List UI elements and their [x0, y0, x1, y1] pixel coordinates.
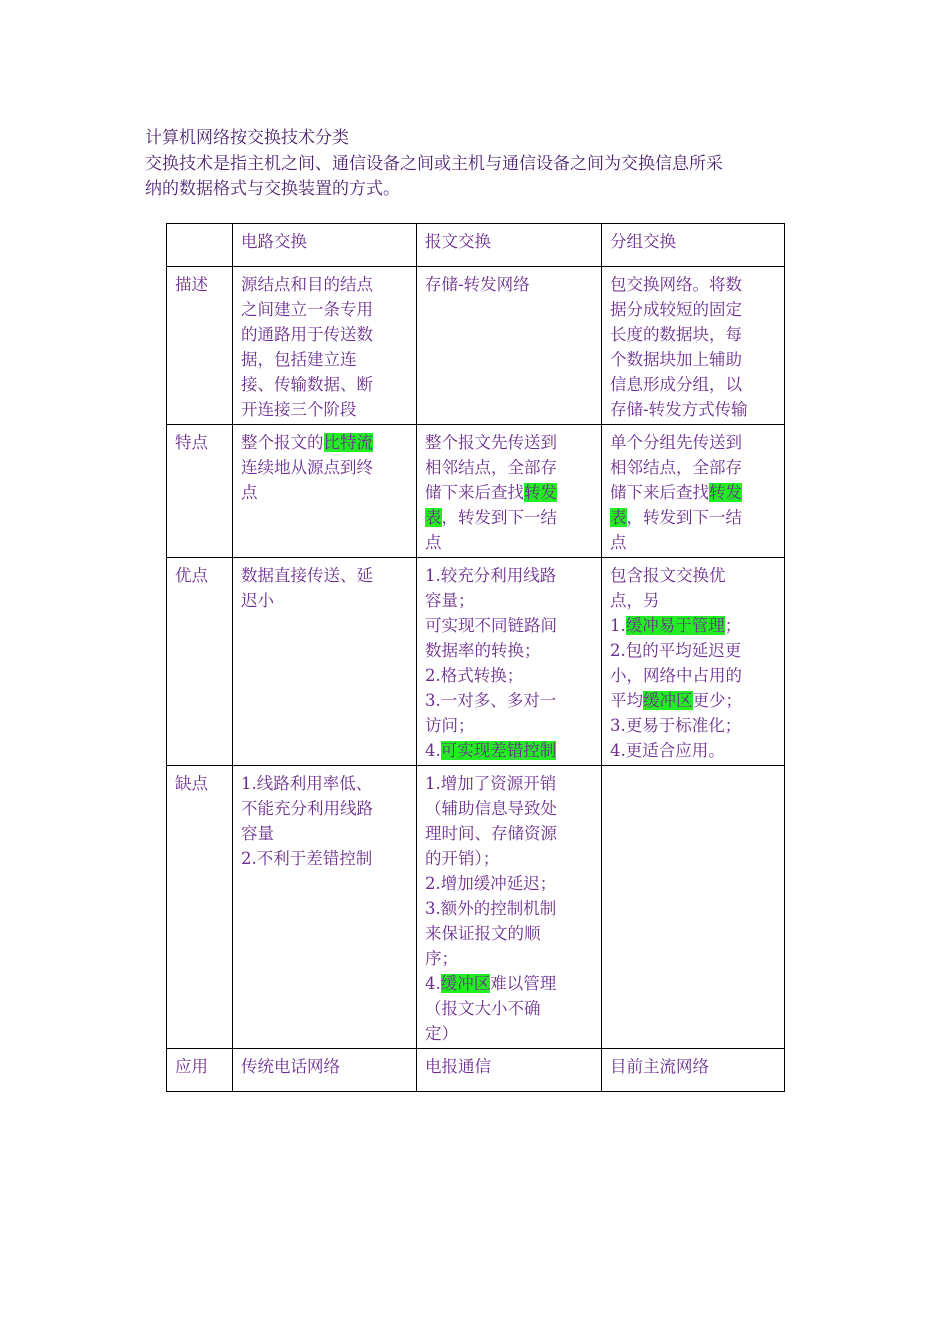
cell-text: 开连接三个阶段	[241, 400, 357, 419]
table-cell	[602, 425, 785, 558]
cell-line	[425, 771, 595, 796]
cell-text: （报文大小不确	[425, 999, 541, 1018]
cell-text: 3.一对多、多对一	[425, 691, 557, 710]
cell-line	[425, 871, 595, 896]
cell-line	[610, 505, 778, 530]
cell-text: 来保证报文的顺	[425, 924, 541, 943]
cell-text: 4.	[425, 741, 441, 760]
cell-text: 理时间、存储资源	[425, 824, 557, 843]
cell-line	[241, 563, 410, 588]
highlighted-text: 比特流	[323, 433, 373, 452]
cell-line	[610, 430, 778, 455]
cell-text: 整个报文先传送到	[425, 433, 557, 452]
intro-paragraph	[145, 152, 810, 202]
cell-line	[425, 1021, 595, 1046]
cell-line	[241, 322, 410, 347]
cell-text: 接、传输数据、断	[241, 375, 373, 394]
table-row	[167, 558, 785, 766]
cell-line	[610, 322, 778, 347]
cell-text: 4.更适合应用。	[610, 741, 725, 760]
cell-line	[610, 1054, 778, 1079]
cell-text: 单个分组先传送到	[610, 433, 742, 452]
cell-line	[241, 588, 410, 613]
cell-line	[610, 480, 778, 505]
cell-line	[425, 1054, 595, 1079]
cell-text: ；	[724, 616, 742, 635]
cell-line	[425, 563, 595, 588]
cell-line	[425, 663, 595, 688]
cell-line	[241, 347, 410, 372]
cell-text: 的开销）；	[425, 849, 500, 868]
cell-line	[425, 588, 595, 613]
cell-text: 容量；	[425, 591, 475, 610]
cell-text: 2.格式转换；	[425, 666, 524, 685]
cell-line	[610, 688, 778, 713]
highlighted-text: 缓冲易于管理	[625, 616, 725, 635]
header-cell	[602, 224, 785, 267]
header-cell	[417, 224, 602, 267]
highlighted-text: 表	[610, 508, 627, 527]
cell-text: 容量	[241, 824, 274, 843]
row-label-cell	[167, 425, 233, 558]
cell-text: 点	[241, 483, 258, 502]
cell-text: 3.更易于标准化；	[610, 716, 742, 735]
row-label-cell	[167, 558, 233, 766]
row-label: 缺点	[175, 774, 208, 793]
cell-line	[610, 347, 778, 372]
highlighted-text: 表	[425, 508, 442, 527]
cell-line	[610, 563, 778, 588]
cell-text: 电报通信	[425, 1057, 491, 1076]
cell-text: 目前主流网络	[610, 1057, 709, 1076]
cell-line	[610, 272, 778, 297]
header-cell	[233, 224, 417, 267]
cell-text: 连续地从源点到终	[241, 458, 373, 477]
intro-line: 交换技术是指主机之间、通信设备之间或主机与通信设备之间为交换信息所采	[145, 154, 723, 174]
cell-text: 小，网络中占用的	[610, 666, 742, 685]
table-cell	[233, 558, 417, 766]
cell-line	[425, 688, 595, 713]
table-cell	[602, 558, 785, 766]
cell-text: 2.不利于差错控制	[241, 849, 373, 868]
cell-line	[425, 996, 595, 1021]
cell-line	[425, 455, 595, 480]
table-row	[167, 766, 785, 1049]
cell-line	[610, 530, 778, 555]
cell-line	[241, 397, 410, 422]
cell-line	[241, 1054, 410, 1079]
cell-line	[241, 372, 410, 397]
cell-line	[241, 297, 410, 322]
cell-line	[241, 846, 410, 871]
cell-line	[241, 821, 410, 846]
table-cell	[417, 425, 602, 558]
cell-text: 整个报文的	[241, 433, 324, 452]
cell-text: 1.线路利用率低、	[241, 774, 373, 793]
cell-text: 据，包括建立连	[241, 350, 357, 369]
cell-text: 序；	[425, 949, 458, 968]
cell-line	[425, 430, 595, 455]
cell-text: 数据直接传送、延	[241, 566, 373, 585]
cell-text: 长度的数据块，每	[610, 325, 742, 344]
cell-line	[241, 455, 410, 480]
row-label: 特点	[175, 433, 208, 452]
cell-text: 2.增加缓冲延迟；	[425, 874, 557, 893]
table-cell	[233, 1049, 417, 1092]
header-cell	[167, 224, 233, 267]
table-header-row	[167, 224, 785, 267]
page-title: 计算机网络按交换技术分类	[145, 128, 349, 148]
highlighted-text: 转发	[524, 483, 557, 502]
cell-line	[425, 738, 595, 763]
cell-line	[610, 455, 778, 480]
cell-text: 定）	[425, 1024, 458, 1043]
table-cell	[233, 267, 417, 425]
cell-text: 相邻结点，全部存	[610, 458, 742, 477]
cell-text: （辅助信息导致处	[425, 799, 557, 818]
cell-line	[610, 663, 778, 688]
cell-text: 相邻结点，全部存	[425, 458, 557, 477]
cell-line	[425, 480, 595, 505]
table-cell	[233, 766, 417, 1049]
cell-text: 存储-转发网络	[425, 275, 530, 294]
cell-line	[241, 272, 410, 297]
table-cell	[602, 1049, 785, 1092]
table-cell	[602, 267, 785, 425]
cell-line	[425, 613, 595, 638]
cell-text: 1.增加了资源开销	[425, 774, 557, 793]
cell-line	[425, 896, 595, 921]
cell-line	[241, 771, 410, 796]
cell-text: 据分成较短的固定	[610, 300, 742, 319]
cell-text: 更少；	[692, 691, 742, 710]
cell-text: 传统电话网络	[241, 1057, 340, 1076]
cell-line	[610, 397, 778, 422]
cell-text: 4.	[425, 974, 441, 993]
cell-text: 储下来后查找	[425, 483, 524, 502]
cell-line	[425, 713, 595, 738]
table-cell	[417, 267, 602, 425]
cell-line	[610, 372, 778, 397]
cell-line	[610, 638, 778, 663]
cell-text: 1.	[610, 616, 626, 635]
table-cell	[417, 1049, 602, 1092]
row-label-cell	[167, 766, 233, 1049]
cell-line	[425, 821, 595, 846]
header-label: 报文交换	[425, 232, 491, 251]
highlighted-text: 可实现差错控制	[440, 741, 557, 760]
cell-line	[425, 530, 595, 555]
cell-line	[610, 613, 778, 638]
cell-text: 点	[610, 533, 627, 552]
table-cell	[233, 425, 417, 558]
cell-line	[425, 946, 595, 971]
cell-line	[241, 480, 410, 505]
row-label-cell	[167, 1049, 233, 1092]
table-cell	[417, 558, 602, 766]
cell-text: 信息形成分组，以	[610, 375, 742, 394]
cell-line	[425, 796, 595, 821]
cell-text: 可实现不同链路间	[425, 616, 557, 635]
cell-line	[610, 588, 778, 613]
cell-text: 的通路用于传送数	[241, 325, 373, 344]
cell-text: ，转发到下一结	[441, 508, 557, 527]
cell-text: 3.额外的控制机制	[425, 899, 557, 918]
cell-text: 访问；	[425, 716, 475, 735]
cell-line	[425, 971, 595, 996]
cell-text: 点，另	[610, 591, 660, 610]
cell-line	[425, 272, 595, 297]
row-label: 描述	[175, 275, 208, 294]
cell-line	[610, 713, 778, 738]
cell-text: 之间建立一条专用	[241, 300, 373, 319]
cell-line	[241, 796, 410, 821]
table-cell	[602, 766, 785, 1049]
cell-line	[241, 430, 410, 455]
table-row	[167, 1049, 785, 1092]
cell-text: 个数据块加上辅助	[610, 350, 742, 369]
cell-text: 源结点和目的结点	[241, 275, 373, 294]
table-row	[167, 425, 785, 558]
cell-text: 包含报文交换优	[610, 566, 726, 585]
cell-line	[610, 738, 778, 763]
comparison-table	[166, 223, 785, 1092]
cell-text: 储下来后查找	[610, 483, 709, 502]
header-label: 电路交换	[241, 232, 307, 251]
cell-line	[425, 846, 595, 871]
intro-line: 纳的数据格式与交换装置的方式。	[145, 179, 400, 199]
cell-line	[425, 638, 595, 663]
cell-text: 点	[425, 533, 442, 552]
highlighted-text: 缓冲区	[643, 691, 693, 710]
cell-text: 平均	[610, 691, 643, 710]
cell-text: 不能充分利用线路	[241, 799, 373, 818]
cell-text: 迟小	[241, 591, 274, 610]
row-label: 优点	[175, 566, 208, 585]
cell-text: 1.较充分利用线路	[425, 566, 557, 585]
cell-text: 难以管理	[490, 974, 557, 993]
highlighted-text: 转发	[709, 483, 742, 502]
highlighted-text: 缓冲区	[440, 974, 491, 993]
row-label: 应用	[175, 1057, 208, 1076]
table-cell	[417, 766, 602, 1049]
cell-line	[610, 297, 778, 322]
cell-line	[425, 921, 595, 946]
cell-text: 2.包的平均延迟更	[610, 641, 742, 660]
table-row	[167, 267, 785, 425]
cell-text: 包交换网络。将数	[610, 275, 742, 294]
cell-line	[425, 505, 595, 530]
cell-text: 数据率的转换；	[425, 641, 541, 660]
header-label: 分组交换	[610, 232, 676, 251]
cell-text: ，转发到下一结	[626, 508, 742, 527]
cell-text: 存储-转发方式传输	[610, 400, 748, 419]
row-label-cell	[167, 267, 233, 425]
